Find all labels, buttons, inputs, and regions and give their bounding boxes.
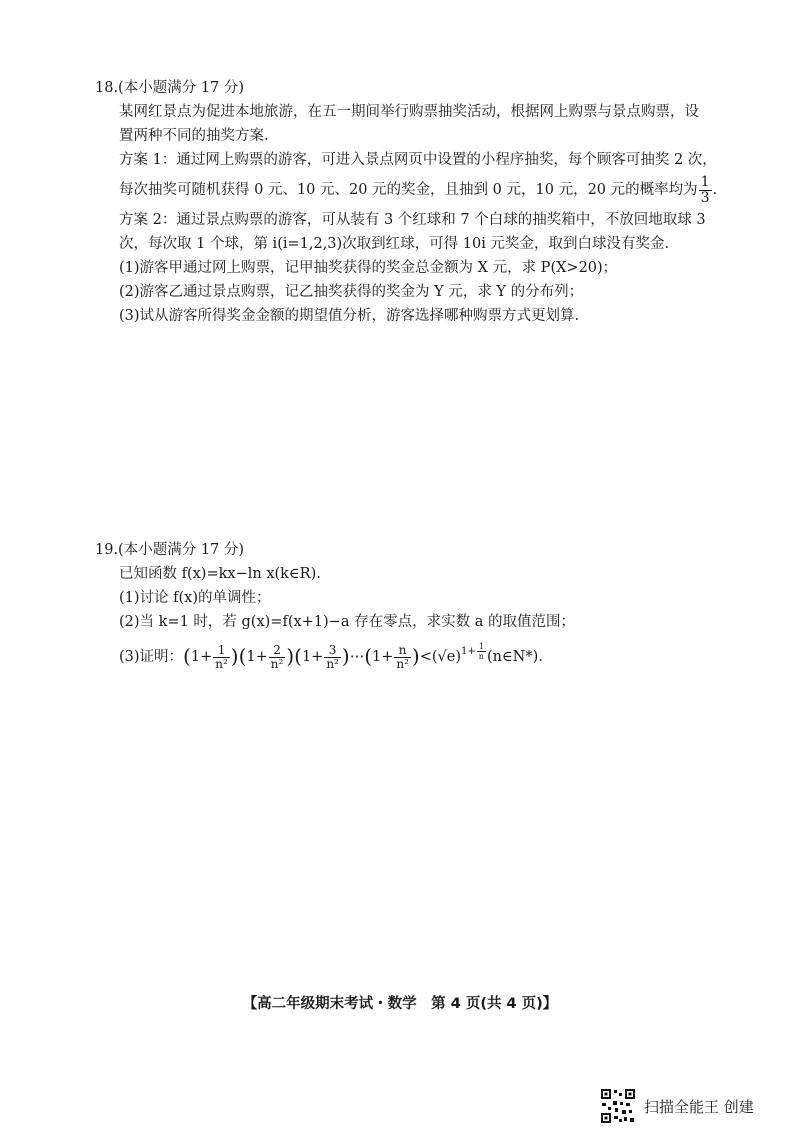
paren-close: ) bbox=[411, 644, 420, 668]
q18-intro-line-1: 某网红景点为促进本地旅游，在五一期间举行购票抽奖活动，根据网上购票与景点购票，设 bbox=[119, 104, 699, 120]
qr-code-icon bbox=[600, 1088, 636, 1124]
q19-part-3-prefix: (3)证明： bbox=[119, 649, 184, 665]
one-plus: 1+ bbox=[372, 649, 394, 665]
term-3-fraction bbox=[324, 644, 341, 671]
q19-intro: 已知函数 f(x)=kx−ln x(k∈R). bbox=[119, 566, 321, 582]
fraction-numerator: 1 bbox=[477, 642, 486, 652]
paren-open: ( bbox=[238, 644, 247, 668]
fraction-numerator: 1 bbox=[213, 644, 230, 658]
q18-plan1-line-1: 方案 1：通过网上购票的游客，可进入景点网页中设置的小程序抽奖，每个顾客可抽奖 2 次， bbox=[119, 152, 717, 168]
paren-open: ( bbox=[183, 644, 191, 668]
q18-plan2-line-1: 方案 2：通过景点购票的游客，可从装有 3 个红球和 7 个白球的抽奖箱中，不放回地取球 3 bbox=[119, 212, 706, 228]
exponent-one-plus: 1+ bbox=[461, 646, 476, 657]
term-2-fraction bbox=[269, 644, 286, 671]
fraction-numerator: 3 bbox=[324, 644, 341, 658]
q18-plan1-period: . bbox=[712, 182, 718, 198]
question-19-body bbox=[95, 562, 695, 675]
q18-intro-line-2: 置两种不同的抽奖方案. bbox=[119, 128, 269, 144]
q18-part-2: (2)游客乙通过景点购票，记乙抽奖获得的奖金为 Y 元，求 Y 的分布列； bbox=[119, 284, 584, 300]
q18-part-1: (1)游客甲通过网上购票，记甲抽奖获得的奖金总金额为 X 元，求 P(X>20)； bbox=[119, 260, 618, 276]
scanner-watermark bbox=[600, 1086, 754, 1126]
one-plus: 1+ bbox=[246, 649, 268, 665]
fraction-denominator: 3 bbox=[700, 189, 710, 206]
root-e: (√e) bbox=[431, 649, 462, 665]
question-19-header: 19.(本小题满分 17 分) bbox=[95, 542, 245, 558]
term-n-fraction bbox=[394, 644, 411, 671]
less-than: < bbox=[419, 649, 432, 665]
fraction-denominator: n bbox=[478, 652, 484, 661]
q18-plan2-line-2: 次，每次取 1 个球，第 i(i=1,2,3)次取到红球，可得 10i 元奖金，取到白球没有奖金. bbox=[119, 236, 670, 252]
q19-part-3-inequality bbox=[119, 634, 695, 675]
q19-part-2: (2)当 k=1 时，若 g(x)=f(x+1)−a 存在零点，求实数 a 的取值范围； bbox=[119, 614, 575, 630]
exponent-fraction bbox=[477, 642, 486, 661]
one-plus: 1+ bbox=[301, 649, 324, 665]
fraction-numerator: n bbox=[394, 644, 411, 658]
term-1-fraction bbox=[213, 644, 230, 671]
fraction-denominator: n² bbox=[396, 656, 409, 671]
exponent bbox=[461, 642, 487, 661]
q18-plan1-text: 每次抽奖可随机获得 0 元、10 元、20 元的奖金，且抽到 0 元，10 元，20 元的概率均为 bbox=[119, 182, 698, 198]
question-18 bbox=[95, 76, 718, 328]
fraction-denominator: n² bbox=[270, 656, 284, 671]
domain-condition: (n∈N*). bbox=[486, 649, 543, 665]
question-18-header: 18.(本小题满分 17 分) bbox=[95, 80, 245, 96]
paren-open: ( bbox=[294, 644, 302, 668]
q19-part-1: (1)讨论 f(x)的单调性； bbox=[119, 590, 271, 606]
q18-probability-fraction bbox=[699, 175, 712, 206]
paren-close: ) bbox=[341, 644, 350, 668]
paren-close: ) bbox=[230, 644, 239, 668]
paren-open: ( bbox=[364, 644, 372, 668]
q18-part-3: (3)试从游客所得奖金金额的期望值分析，游客选择哪种购票方式更划算. bbox=[119, 308, 580, 324]
one-plus: 1+ bbox=[190, 649, 213, 665]
watermark-text: 扫描全能王 创建 bbox=[644, 1097, 754, 1116]
question-18-body bbox=[95, 100, 718, 328]
paren-close: ) bbox=[286, 644, 295, 668]
question-19 bbox=[95, 538, 695, 675]
fraction-denominator: n² bbox=[215, 656, 228, 671]
fraction-numerator: 1 bbox=[700, 173, 710, 190]
fraction-numerator: 2 bbox=[269, 644, 286, 658]
ellipsis: ⋯ bbox=[349, 649, 365, 665]
fraction-denominator: n² bbox=[326, 656, 339, 671]
q18-plan1-line-2 bbox=[119, 172, 718, 208]
page-footer: 【高二年级期末考试・数学 第 4 页(共 4 页)】 bbox=[242, 996, 558, 1012]
